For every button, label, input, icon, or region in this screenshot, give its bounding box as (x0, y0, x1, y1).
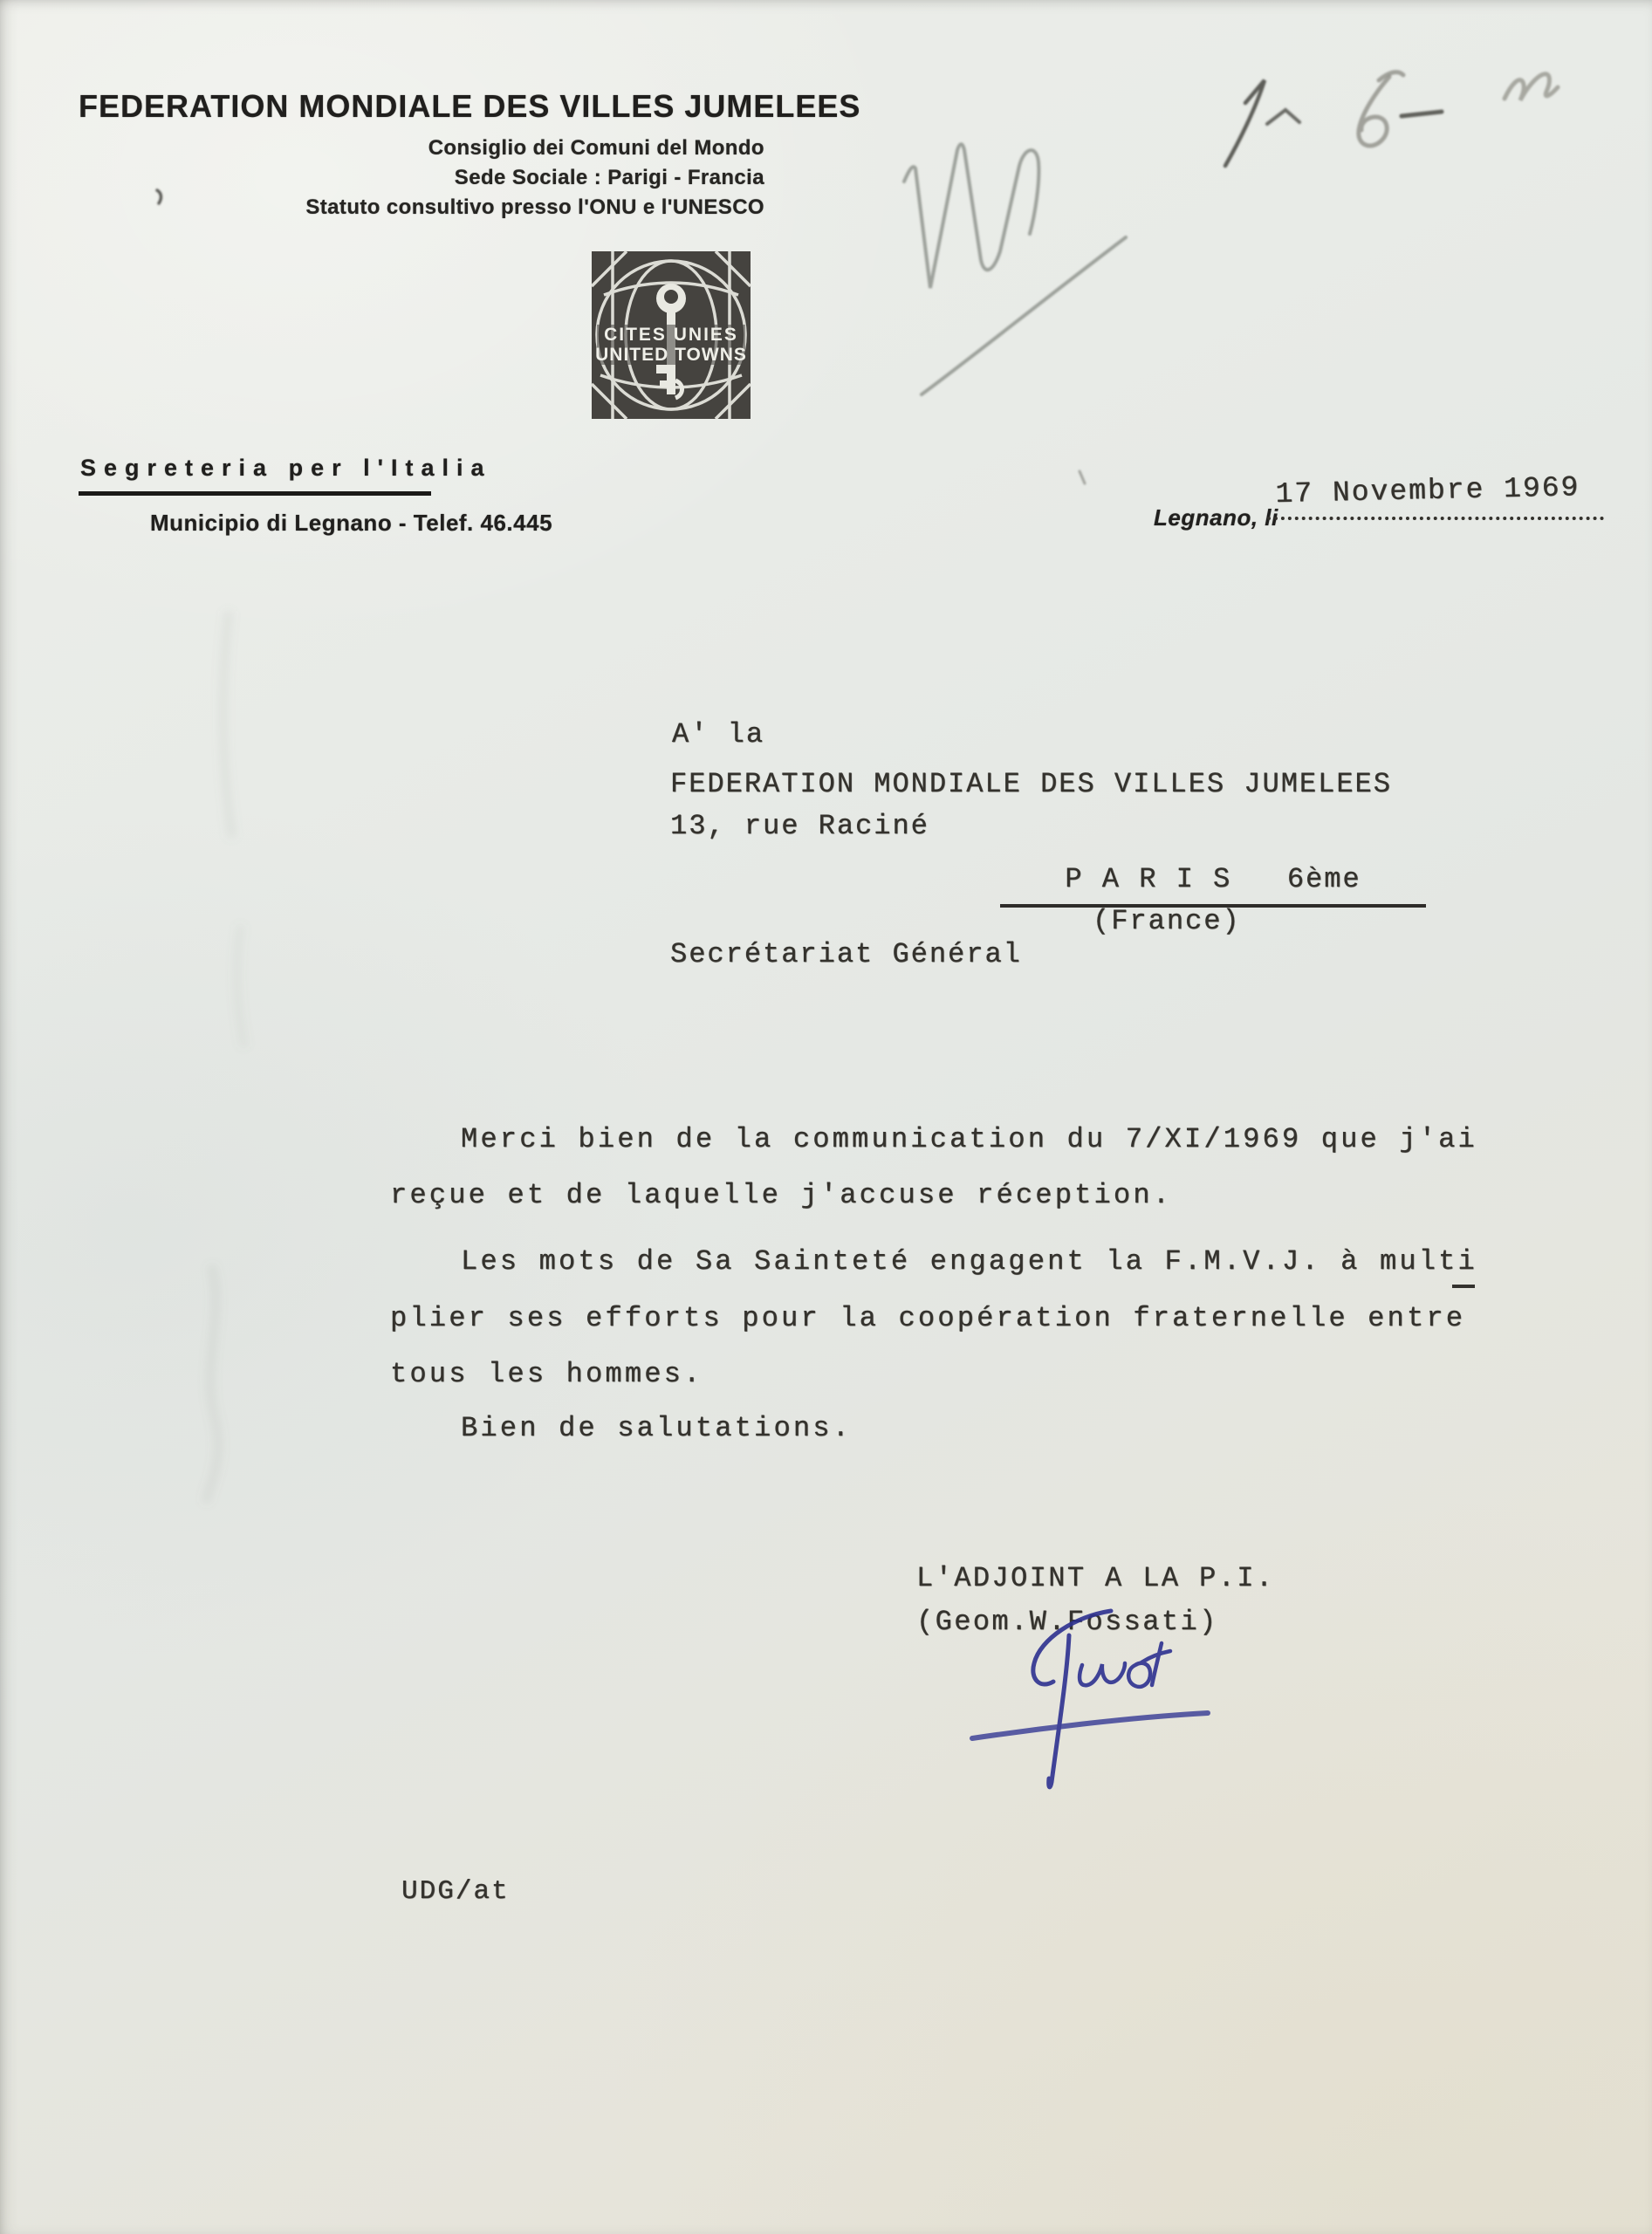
body-paragraph2-line3: tous les hommes. (390, 1358, 703, 1390)
secretariat-address: Municipio di Legnano - Telef. 46.445 (150, 510, 553, 536)
letterhead-subtitle-2: Sede Sociale : Parigi - Francia (454, 166, 764, 189)
recipient-street: 13, rue Raciné (670, 810, 929, 842)
logo-text-line1: CITES UNIES (604, 325, 738, 345)
recipient-organization: FEDERATION MONDIALE DES VILLES JUMELEES (670, 768, 1392, 800)
letterhead-title: FEDERATION MONDIALE DES VILLES JUMELEES (79, 88, 861, 124)
body-paragraph1-line2: reçue et de laquelle j'accuse réception. (390, 1179, 1173, 1211)
dateline-typed-date: 17 Novembre 1969 (1275, 471, 1580, 511)
signature-name: (Geom.W.Fossati) (916, 1606, 1218, 1638)
body-closing-line: Bien de salutations. (461, 1412, 853, 1444)
recipient-salutation: A' la (672, 718, 765, 750)
hyphen-continuation-mark (1452, 1285, 1475, 1288)
united-towns-logo-icon (590, 250, 752, 421)
margin-smudges (206, 611, 244, 1503)
logo-text-line2: UNITED TOWNS (595, 345, 747, 365)
pencil-scribble (904, 144, 1126, 394)
letterhead-subtitles (241, 134, 764, 223)
signature-role: L'ADJOINT A LA P.I. (916, 1562, 1275, 1594)
recipient-city-block (1000, 862, 1426, 908)
body-paragraph2-line1: Les mots de Sa Sainteté engagent la F.M.V.J. à multi (461, 1245, 1477, 1278)
recipient-office: Secrétariat Général (670, 938, 1022, 970)
recipient-country: (France) (1093, 905, 1241, 937)
recipient-city: P A R I S 6ème (1065, 863, 1361, 895)
dateline-place-label: Legnano, li (1154, 504, 1278, 531)
reference-initials: UDG/at (401, 1876, 510, 1907)
secretariat-heading: Segreteria per l'Italia (80, 455, 492, 481)
body-paragraph2-line2: plier ses efforts pour la coopération fraternelle entre (390, 1302, 1466, 1334)
letterhead-subtitle-1: Consiglio dei Comuni del Mondo (428, 136, 764, 160)
letterhead-subtitle-3: Statuto consultivo presso l'ONU e l'UNESCO (305, 195, 764, 219)
secretariat-underline (79, 491, 431, 496)
body-paragraph1-line1: Merci bien de la communication du 7/XI/1969 que j'ai (461, 1123, 1477, 1155)
